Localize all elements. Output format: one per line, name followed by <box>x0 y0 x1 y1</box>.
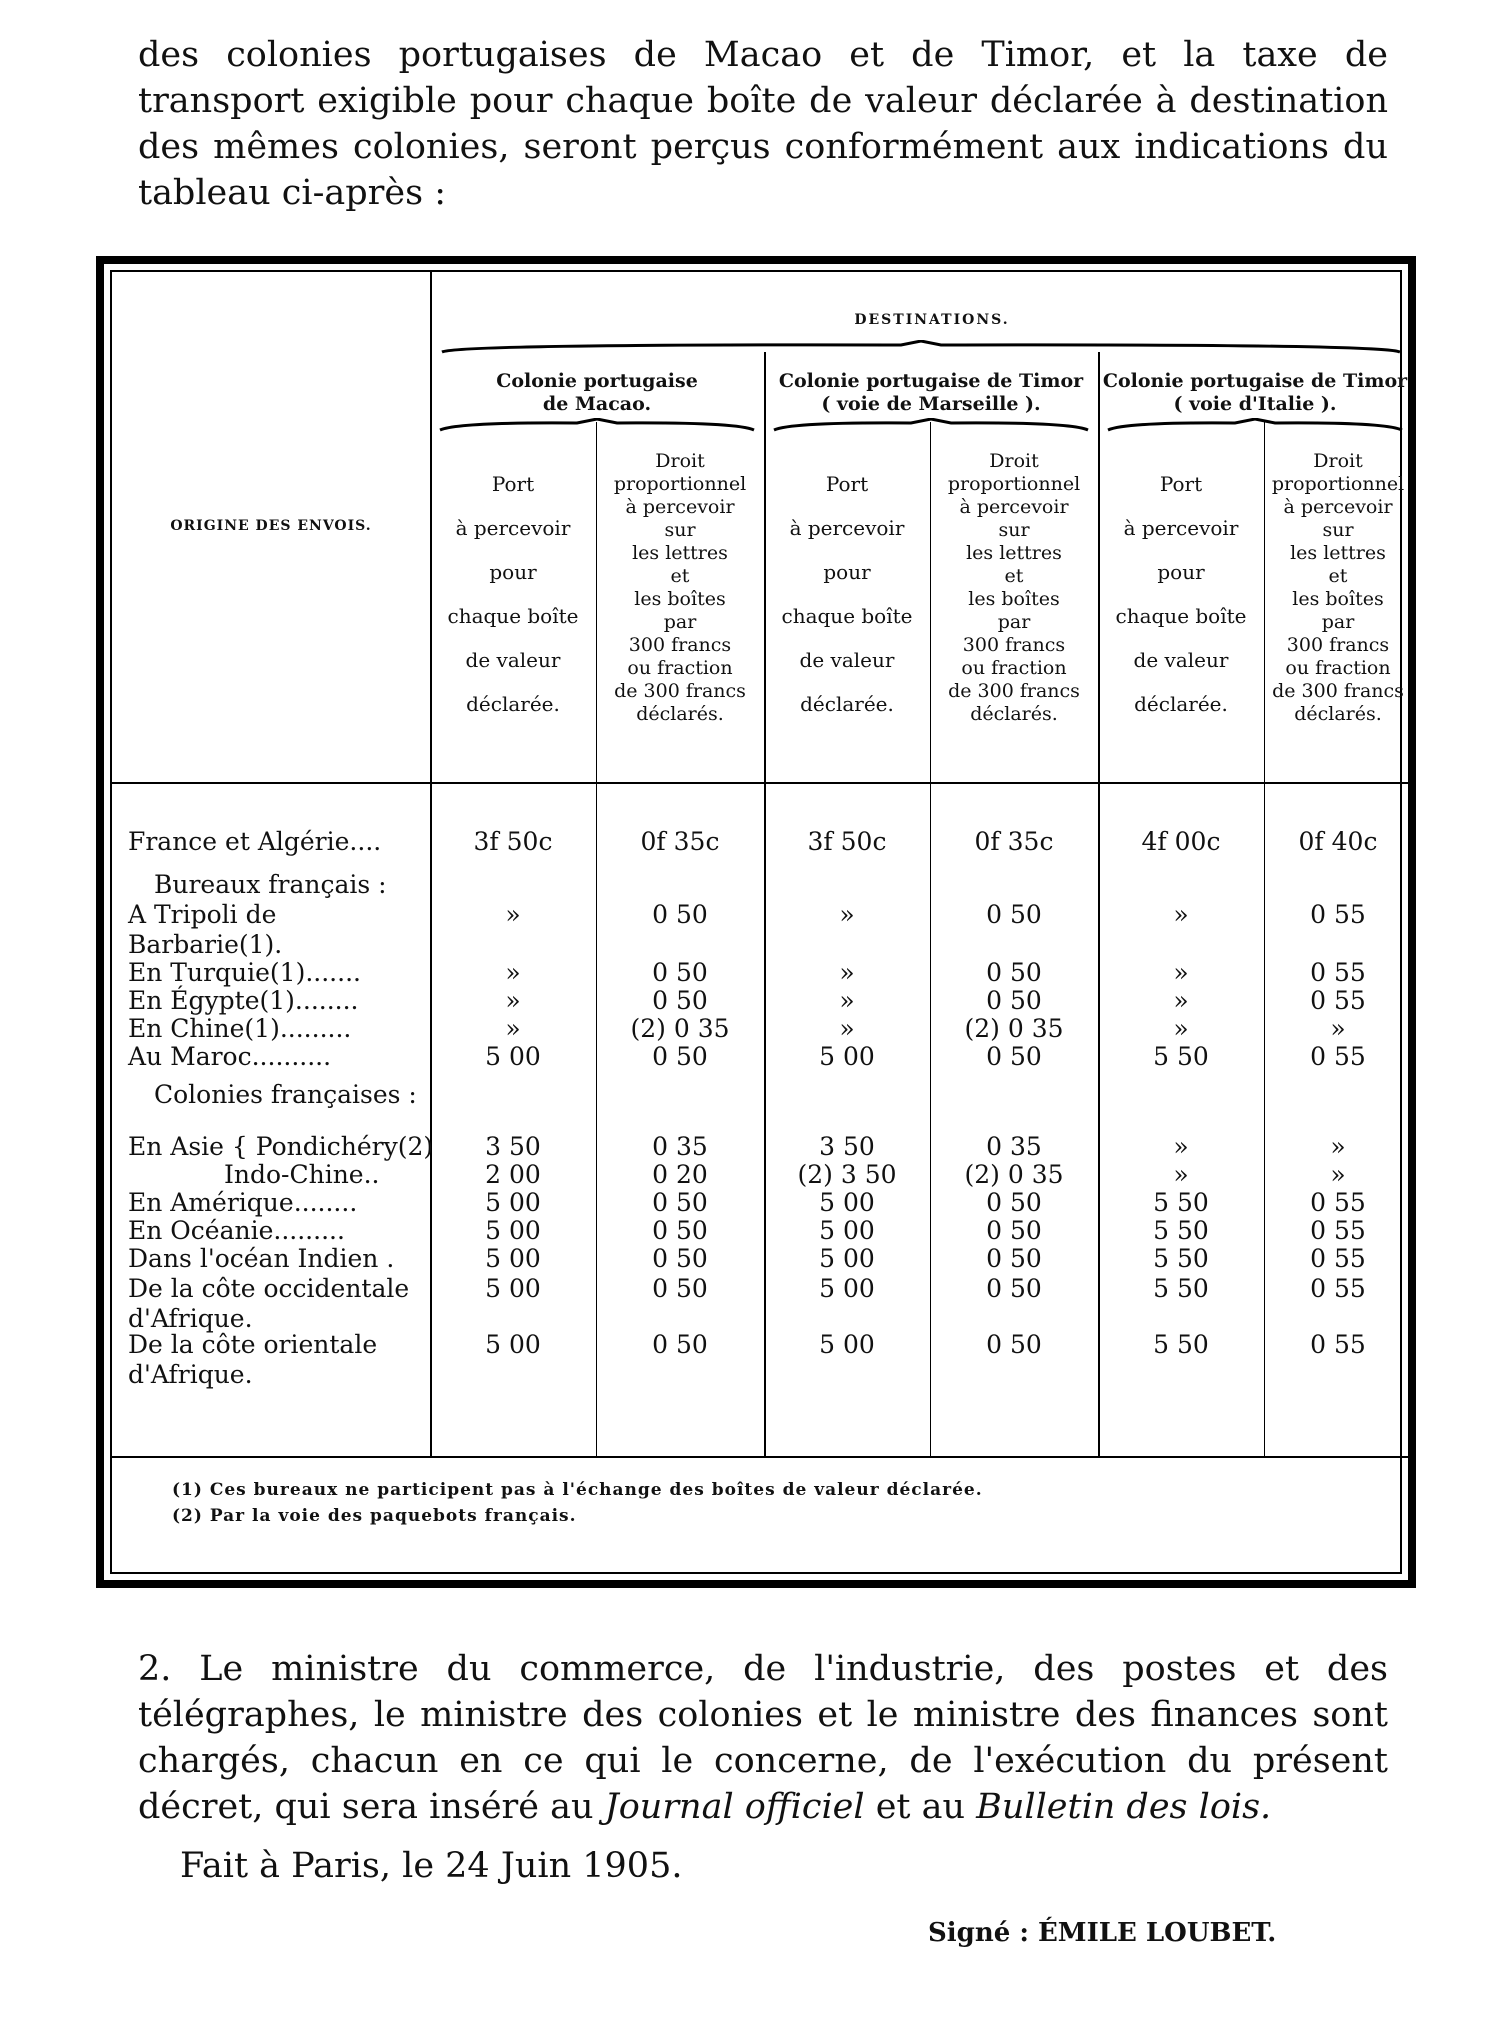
colony-title <box>764 370 1098 416</box>
value-cell: 0 50 <box>986 900 1042 929</box>
signature: Signé : ÉMILE LOUBET. <box>928 1918 1277 1948</box>
date-line: Fait à Paris, le 24 Juin 1905. <box>180 1846 683 1886</box>
value-cell: 0 50 <box>652 1042 708 1071</box>
value-cell: 0 20 <box>652 1160 708 1189</box>
value-cell: 5 50 <box>1153 1216 1209 1245</box>
value-cell: » <box>1330 1014 1346 1043</box>
article-2-text: 2. Le ministre du commerce, de l'industrie, des postes et des télégraphes, le ministre des colonies et le ministre des finances sont chargés, chacun en ce qui le concerne, de l'exécution du présent décret, qui sera inséré au <box>138 1649 1388 1827</box>
value-cell: 2 00 <box>485 1160 541 1189</box>
row-label: Indo-Chine.. <box>224 1160 380 1189</box>
value-cell: » <box>1173 958 1189 987</box>
value-cell: » <box>839 986 855 1015</box>
value-cell: » <box>1330 1160 1346 1189</box>
value-cell: (2) 0 35 <box>964 1014 1064 1043</box>
colony-title-line2: ( voie de Marseille ). <box>821 393 1041 415</box>
value-cell: 0 50 <box>986 958 1042 987</box>
row-label: Bureaux français : <box>154 870 387 899</box>
row-label: France et Algérie.... <box>128 827 382 856</box>
value-cell: 0 55 <box>1310 1244 1366 1273</box>
value-cell: 0 35 <box>986 1132 1042 1161</box>
value-cell: » <box>505 958 521 987</box>
value-cell: 5 50 <box>1153 1244 1209 1273</box>
colony-title <box>1098 370 1412 416</box>
value-cell: 5 50 <box>1153 1042 1209 1071</box>
header-separator <box>112 782 1410 784</box>
tariff-table-inner <box>110 270 1408 1574</box>
value-cell: 0 55 <box>1310 900 1366 929</box>
value-cell: 5 00 <box>485 1274 541 1303</box>
destinations-brace <box>440 340 1402 356</box>
colony-brace <box>772 418 1090 434</box>
droit-header: Droit proportionnel à percevoir sur les lettres et les boîtes par 300 francs ou fraction de 300 francs déclarés. <box>947 450 1081 725</box>
value-cell: » <box>505 986 521 1015</box>
value-cell: 5 00 <box>485 1244 541 1273</box>
value-cell: 5 50 <box>1153 1330 1209 1359</box>
journal-officiel: Journal officiel <box>604 1787 865 1827</box>
value-cell: 5 00 <box>819 1216 875 1245</box>
value-cell: 0 50 <box>986 1274 1042 1303</box>
colony-title-line1: Colonie portugaise <box>496 370 698 392</box>
value-cell: 3 50 <box>485 1132 541 1161</box>
value-cell: » <box>1173 900 1189 929</box>
value-cell: 0 55 <box>1310 986 1366 1015</box>
value-cell: 0f 35c <box>974 827 1054 856</box>
value-cell: » <box>839 958 855 987</box>
value-cell: » <box>1330 1132 1346 1161</box>
row-label: En Océanie......... <box>128 1216 345 1245</box>
footnote-separator <box>112 1456 1410 1458</box>
port-header: Port à percevoir pour chaque boîte de valeur déclarée. <box>781 472 913 716</box>
bulletin-des-lois: Bulletin des lois. <box>976 1787 1272 1827</box>
row-label: A Tripoli de Barbarie(1). <box>128 900 283 959</box>
value-cell: 0 50 <box>652 1216 708 1245</box>
origin-header: ORIGINE DES ENVOIS. <box>170 518 372 534</box>
colony-title-line2: ( voie d'Italie ). <box>1173 393 1337 415</box>
value-cell: » <box>505 900 521 929</box>
footnote: (2) Par la voie des paquebots français. <box>172 1506 577 1526</box>
value-cell: » <box>1173 986 1189 1015</box>
value-cell: 0 50 <box>986 1188 1042 1217</box>
row-label: En Turquie(1)....... <box>128 958 361 987</box>
value-cell: 5 50 <box>1153 1274 1209 1303</box>
colony-brace <box>1106 418 1404 434</box>
row-label: De la côte orientale d'Afrique. <box>128 1330 378 1389</box>
value-cell: 5 00 <box>485 1188 541 1217</box>
row-label: En Égypte(1)........ <box>128 986 359 1015</box>
row-label: En Chine(1)......... <box>128 1014 352 1043</box>
value-cell: 0 50 <box>986 1330 1042 1359</box>
value-cell: 5 00 <box>485 1042 541 1071</box>
article-2-paragraph <box>138 1646 1388 1830</box>
value-cell: 0 50 <box>652 986 708 1015</box>
value-cell: 0 50 <box>652 1244 708 1273</box>
destinations-header: DESTINATIONS. <box>854 312 1010 328</box>
value-cell: 5 00 <box>819 1042 875 1071</box>
value-cell: 0 50 <box>652 1274 708 1303</box>
value-cell: 0 35 <box>652 1132 708 1161</box>
colony-title-line2: de Macao. <box>542 393 652 415</box>
colony-brace <box>438 418 756 434</box>
article-2-mid: et au <box>875 1787 965 1827</box>
value-cell: 0 50 <box>986 1244 1042 1273</box>
value-cell: 4f 00c <box>1141 827 1221 856</box>
row-label: De la côte occidentale d'Afrique. <box>128 1274 410 1333</box>
droit-header: Droit proportionnel à percevoir sur les lettres et les boîtes par 300 francs ou fraction de 300 francs déclarés. <box>1271 450 1405 725</box>
value-cell: 3f 50c <box>473 827 553 856</box>
value-cell: 0 55 <box>1310 1042 1366 1071</box>
value-cell: 0 55 <box>1310 1274 1366 1303</box>
value-cell: (2) 0 35 <box>964 1160 1064 1189</box>
intro-paragraph: des colonies portugaises de Macao et de Timor, et la taxe de transport exigible pour chaque boîte de valeur déclarée à destination des mêmes colonies, seront perçus conformément aux indications du tableau ci-après : <box>138 35 1388 213</box>
droit-header: Droit proportionnel à percevoir sur les lettres et les boîtes par 300 francs ou fraction de 300 francs déclarés. <box>613 450 747 725</box>
value-cell: 5 00 <box>819 1274 875 1303</box>
row-label: En Asie { Pondichéry(2) <box>128 1132 434 1161</box>
value-cell: » <box>1173 1160 1189 1189</box>
value-cell: » <box>1173 1132 1189 1161</box>
row-label: Au Maroc.......... <box>128 1042 332 1071</box>
colony-title <box>430 370 764 416</box>
value-cell: 3 50 <box>819 1132 875 1161</box>
value-cell: 0 55 <box>1310 1216 1366 1245</box>
row-label: En Amérique........ <box>128 1188 358 1217</box>
value-cell: (2) 0 35 <box>630 1014 730 1043</box>
colony-title-line1: Colonie portugaise de Timor <box>778 370 1084 392</box>
row-label: Dans l'océan Indien . <box>128 1244 395 1273</box>
value-cell: 0 50 <box>652 1330 708 1359</box>
value-cell: 5 00 <box>819 1330 875 1359</box>
value-cell: (2) 3 50 <box>797 1160 897 1189</box>
port-header: Port à percevoir pour chaque boîte de valeur déclarée. <box>447 472 579 716</box>
value-cell: » <box>839 1014 855 1043</box>
value-cell: 0 50 <box>986 1216 1042 1245</box>
value-cell: 0 55 <box>1310 958 1366 987</box>
value-cell: 0 55 <box>1310 1330 1366 1359</box>
footnote: (1) Ces bureaux ne participent pas à l'échange des boîtes de valeur déclarée. <box>172 1480 983 1500</box>
value-cell: 5 00 <box>485 1216 541 1245</box>
value-cell: 0 55 <box>1310 1188 1366 1217</box>
port-header: Port à percevoir pour chaque boîte de valeur déclarée. <box>1115 472 1247 716</box>
value-cell: 5 00 <box>485 1330 541 1359</box>
value-cell: 0 50 <box>986 1042 1042 1071</box>
value-cell: 0 50 <box>652 958 708 987</box>
row-label: Colonies françaises : <box>154 1080 417 1109</box>
value-cell: 5 00 <box>819 1244 875 1273</box>
value-cell: 0 50 <box>986 986 1042 1015</box>
value-cell: 5 00 <box>819 1188 875 1217</box>
value-cell: 3f 50c <box>807 827 887 856</box>
value-cell: 0f 40c <box>1298 827 1378 856</box>
value-cell: » <box>505 1014 521 1043</box>
colony-title-line1: Colonie portugaise de Timor <box>1102 370 1408 392</box>
value-cell: 5 50 <box>1153 1188 1209 1217</box>
value-cell: » <box>1173 1014 1189 1043</box>
value-cell: 0f 35c <box>640 827 720 856</box>
value-cell: 0 50 <box>652 900 708 929</box>
value-cell: » <box>839 900 855 929</box>
value-cell: 0 50 <box>652 1188 708 1217</box>
tariff-table <box>96 256 1416 1588</box>
